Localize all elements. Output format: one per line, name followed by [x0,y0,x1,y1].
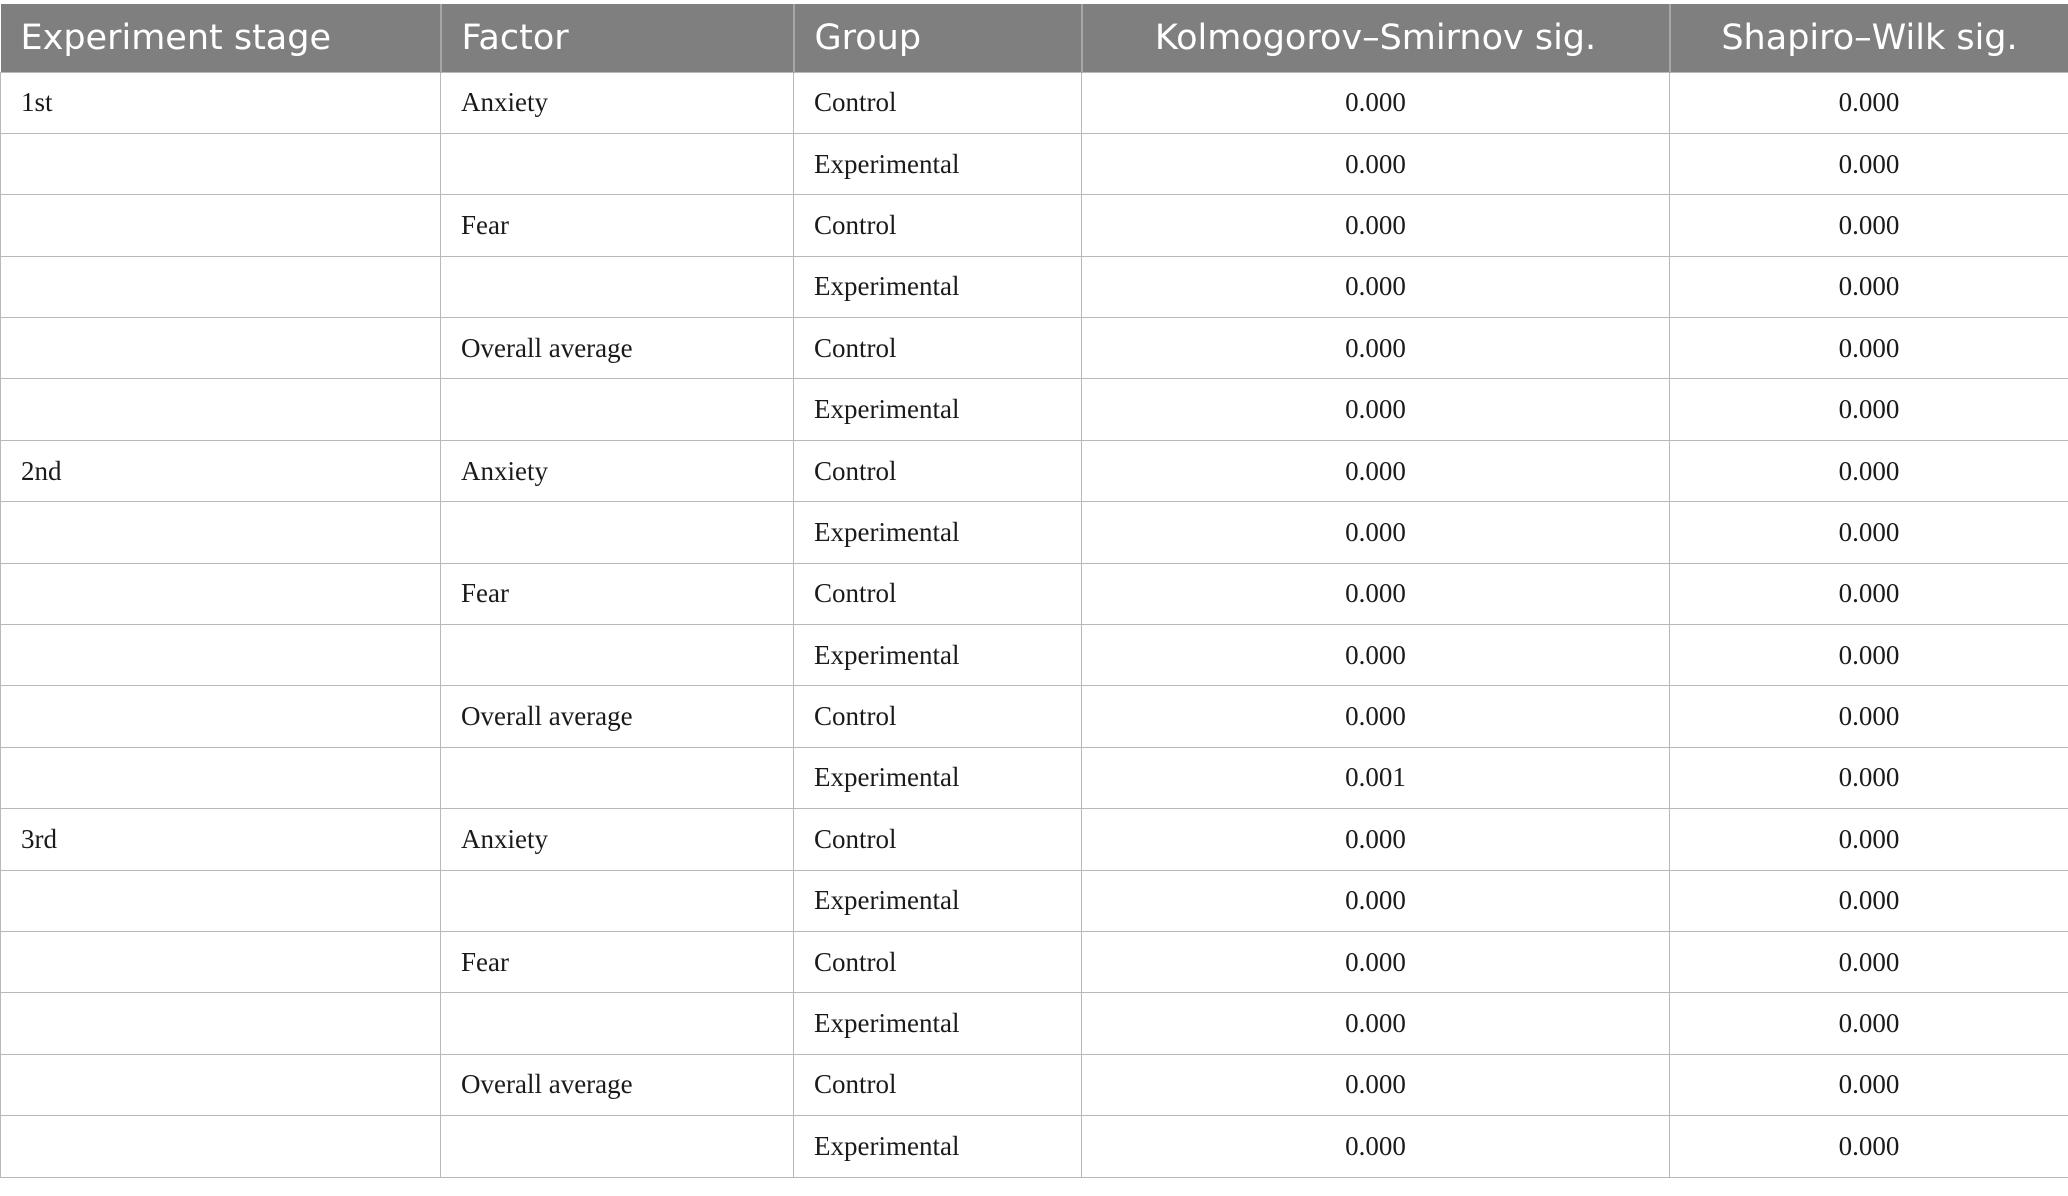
cell-experiment-stage [1,747,441,808]
header-sw-sig: Shapiro–Wilk sig. [1670,4,2068,72]
header-row [1,4,2068,72]
header-experiment-stage: Experiment stage [1,4,441,72]
cell-factor [441,870,794,931]
cell-factor [441,1116,794,1177]
table-row [1,1054,2068,1115]
cell-sw-sig: 0.000 [1670,563,2068,624]
cell-sw-sig: 0.000 [1670,318,2068,379]
cell-experiment-stage [1,318,441,379]
cell-ks-sig: 0.000 [1082,1116,1670,1177]
cell-experiment-stage [1,931,441,992]
cell-ks-sig: 0.000 [1082,256,1670,317]
cell-factor: Overall average [441,686,794,747]
header-ks-sig: Kolmogorov–Smirnov sig. [1082,4,1670,72]
cell-factor: Anxiety [441,809,794,870]
cell-experiment-stage: 3rd [1,809,441,870]
cell-ks-sig: 0.000 [1082,133,1670,194]
cell-factor [441,993,794,1054]
table-row [1,72,2068,133]
table-row [1,133,2068,194]
table-row [1,195,2068,256]
cell-group: Control [794,931,1082,992]
cell-ks-sig: 0.000 [1082,993,1670,1054]
table-row [1,379,2068,440]
cell-group: Control [794,686,1082,747]
header-group: Group [794,4,1082,72]
header-factor: Factor [441,4,794,72]
cell-ks-sig: 0.000 [1082,440,1670,501]
table-row [1,870,2068,931]
cell-group: Control [794,195,1082,256]
cell-sw-sig: 0.000 [1670,993,2068,1054]
cell-ks-sig: 0.000 [1082,502,1670,563]
cell-group: Control [794,72,1082,133]
cell-sw-sig: 0.000 [1670,195,2068,256]
cell-group: Experimental [794,870,1082,931]
table-row [1,502,2068,563]
cell-experiment-stage [1,563,441,624]
cell-ks-sig: 0.000 [1082,379,1670,440]
cell-experiment-stage: 2nd [1,440,441,501]
cell-group: Control [794,318,1082,379]
normality-test-table [0,4,2068,1178]
table-row [1,993,2068,1054]
cell-ks-sig: 0.000 [1082,870,1670,931]
table-row [1,625,2068,686]
table-row [1,256,2068,317]
cell-factor [441,256,794,317]
cell-experiment-stage [1,502,441,563]
table-row [1,1116,2068,1177]
table-row [1,440,2068,501]
cell-group: Experimental [794,993,1082,1054]
cell-factor: Overall average [441,1054,794,1115]
cell-ks-sig: 0.001 [1082,747,1670,808]
cell-group: Control [794,563,1082,624]
cell-factor: Fear [441,931,794,992]
table-row [1,686,2068,747]
cell-sw-sig: 0.000 [1670,931,2068,992]
table-header [1,4,2068,72]
cell-ks-sig: 0.000 [1082,563,1670,624]
cell-group: Control [794,440,1082,501]
cell-factor [441,379,794,440]
cell-sw-sig: 0.000 [1670,133,2068,194]
cell-sw-sig: 0.000 [1670,379,2068,440]
cell-ks-sig: 0.000 [1082,686,1670,747]
cell-group: Experimental [794,133,1082,194]
cell-sw-sig: 0.000 [1670,256,2068,317]
cell-ks-sig: 0.000 [1082,931,1670,992]
cell-factor [441,133,794,194]
cell-group: Experimental [794,502,1082,563]
cell-experiment-stage [1,870,441,931]
cell-experiment-stage [1,625,441,686]
cell-sw-sig: 0.000 [1670,502,2068,563]
table-row [1,931,2068,992]
cell-sw-sig: 0.000 [1670,686,2068,747]
cell-experiment-stage [1,993,441,1054]
table-row [1,809,2068,870]
cell-group: Control [794,1054,1082,1115]
table-row [1,747,2068,808]
cell-group: Experimental [794,747,1082,808]
table-row [1,318,2068,379]
cell-factor [441,502,794,563]
cell-ks-sig: 0.000 [1082,1054,1670,1115]
cell-factor: Anxiety [441,72,794,133]
cell-factor: Fear [441,563,794,624]
cell-factor: Fear [441,195,794,256]
cell-factor: Anxiety [441,440,794,501]
cell-group: Experimental [794,256,1082,317]
table-body [1,72,2068,1177]
cell-experiment-stage: 1st [1,72,441,133]
cell-sw-sig: 0.000 [1670,809,2068,870]
cell-factor: Overall average [441,318,794,379]
cell-ks-sig: 0.000 [1082,195,1670,256]
cell-sw-sig: 0.000 [1670,1054,2068,1115]
cell-ks-sig: 0.000 [1082,625,1670,686]
cell-sw-sig: 0.000 [1670,440,2068,501]
cell-sw-sig: 0.000 [1670,747,2068,808]
cell-experiment-stage [1,379,441,440]
cell-group: Experimental [794,379,1082,440]
cell-sw-sig: 0.000 [1670,870,2068,931]
cell-ks-sig: 0.000 [1082,318,1670,379]
cell-sw-sig: 0.000 [1670,1116,2068,1177]
cell-experiment-stage [1,686,441,747]
cell-sw-sig: 0.000 [1670,625,2068,686]
cell-experiment-stage [1,195,441,256]
cell-group: Experimental [794,625,1082,686]
cell-factor [441,747,794,808]
cell-experiment-stage [1,133,441,194]
table-row [1,563,2068,624]
cell-ks-sig: 0.000 [1082,809,1670,870]
cell-sw-sig: 0.000 [1670,72,2068,133]
cell-factor [441,625,794,686]
cell-experiment-stage [1,256,441,317]
cell-group: Control [794,809,1082,870]
cell-experiment-stage [1,1054,441,1115]
cell-group: Experimental [794,1116,1082,1177]
cell-ks-sig: 0.000 [1082,72,1670,133]
cell-experiment-stage [1,1116,441,1177]
